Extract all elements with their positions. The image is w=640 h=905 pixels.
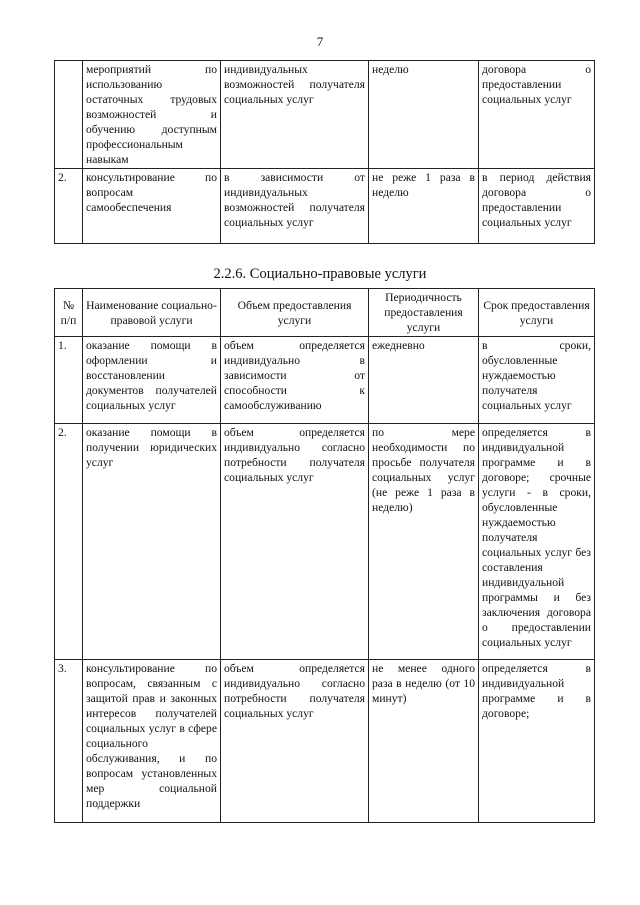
header-name: Наименование социально-правовой услуги <box>83 289 221 337</box>
header-frequency: Периодичность предоставления услуги <box>369 289 479 337</box>
service-frequency: не менее одного раза в неделю (от 10 минут) <box>369 660 479 823</box>
service-volume: объем определяется индивидуально согласно потребности получателя социальных услуг <box>221 660 369 823</box>
service-volume: объем определяется индивидуально в зависимости от способности к самообслуживанию <box>221 337 369 424</box>
header-volume: Объем предоставления услуги <box>221 289 369 337</box>
service-term: определяется в индивидуальной программе и в договоре; срочные услуги - в сроки, обусловленные нуждаемостью получателя социальных услуг без составления индивидуальной программы и без заключения договора о предоставлении социальных услуг <box>479 424 595 660</box>
header-number: № п/п <box>55 289 83 337</box>
table-row <box>55 61 595 169</box>
row-number: 3. <box>55 660 83 823</box>
service-name: оказание помощи в получении юридических услуг <box>83 424 221 660</box>
service-frequency: неделю <box>369 61 479 169</box>
row-number: 2. <box>55 169 83 244</box>
table-row <box>55 424 595 660</box>
service-volume: индивидуальных возможностей получателя социальных услуг <box>221 61 369 169</box>
service-frequency: не реже 1 раза в неделю <box>369 169 479 244</box>
table-row <box>55 169 595 244</box>
service-term: определяется в индивидуальной программе и в договоре; <box>479 660 595 823</box>
service-volume: в зависимости от индивидуальных возможностей получателя социальных услуг <box>221 169 369 244</box>
service-name: мероприятий по использованию остаточных трудовых возможностей и обучению доступным профессиональным навыкам <box>83 61 221 169</box>
header-term: Срок предоставления услуги <box>479 289 595 337</box>
service-name: оказание помощи в оформлении и восстановлении документов получателей социальных услуг <box>83 337 221 424</box>
service-frequency: по мере необходимости по просьбе получателя социальных услуг (не реже 1 раза в неделю) <box>369 424 479 660</box>
page-number: 7 <box>316 34 324 49</box>
service-term: в сроки, обусловленные нуждаемостью получателя социальных услуг <box>479 337 595 424</box>
service-name: консультирование по вопросам самообеспечения <box>83 169 221 244</box>
table-row <box>55 660 595 823</box>
legal-services-table <box>54 288 595 823</box>
service-term: договора о предоставлении социальных услуг <box>479 61 595 169</box>
service-term: в период действия договора о предоставлении социальных услуг <box>479 169 595 244</box>
continued-services-table <box>54 60 595 244</box>
table-header-row <box>55 289 595 337</box>
row-number <box>55 61 83 169</box>
section-heading: 2.2.6. Социально-правовые услуги <box>213 266 427 282</box>
row-number: 2. <box>55 424 83 660</box>
service-volume: объем определяется индивидуально согласно потребности получателя социальных услуг <box>221 424 369 660</box>
service-frequency: ежедневно <box>369 337 479 424</box>
row-number: 1. <box>55 337 83 424</box>
table-row <box>55 337 595 424</box>
service-name: консультирование по вопросам, связанным с защитой прав и законных интересов получателей социальных услуг в сфере социального обслуживания, и по вопросам установленных мер социальной поддержки <box>83 660 221 823</box>
